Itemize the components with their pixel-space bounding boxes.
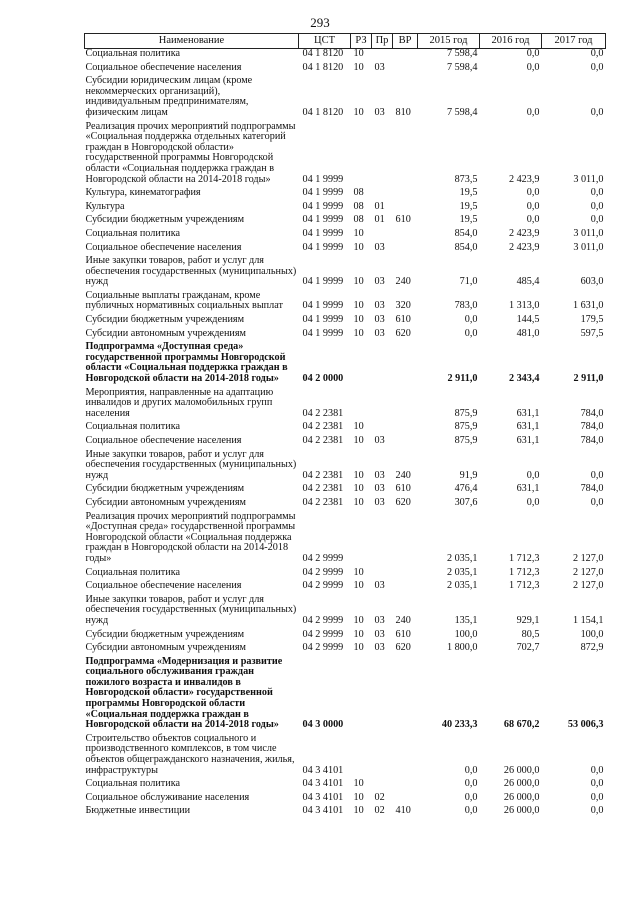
row-name: Социальная политика <box>85 48 181 59</box>
row-cst: 04 3 4101 <box>302 805 344 817</box>
table-row <box>85 388 606 423</box>
row-vr: 610 <box>395 314 411 326</box>
row-value-2016: 2 423,9 <box>508 227 540 239</box>
row-value-2015: 19,5 <box>459 214 478 226</box>
row-cst: 04 1 9999 <box>302 187 344 199</box>
table-row <box>85 122 606 189</box>
row-rz <box>351 388 372 423</box>
row-name: Бюджетные инвестиции <box>85 805 191 817</box>
row-value-2017: 0,0 <box>590 187 604 199</box>
row-value-2016: 702,7 <box>516 642 540 654</box>
row-vr <box>393 122 418 189</box>
row-cst: 04 1 9999 <box>302 327 344 339</box>
row-pr <box>372 779 393 793</box>
row-value-2017: 0,0 <box>590 764 604 776</box>
row-rz: 08 <box>353 187 364 199</box>
row-pr <box>372 229 393 243</box>
row-value-2016: 68 670,2 <box>503 719 540 731</box>
row-rz <box>351 657 372 734</box>
budget-table <box>84 33 606 820</box>
row-value-2017: 1 631,0 <box>572 300 604 312</box>
row-rz: 10 <box>353 778 364 790</box>
row-value-2015: 1 800,0 <box>446 642 478 654</box>
row-vr: 410 <box>395 805 411 817</box>
table-row <box>85 630 606 644</box>
row-value-2017: 0,0 <box>590 469 604 481</box>
row-vr: 810 <box>395 106 411 118</box>
row-pr <box>372 342 393 387</box>
row-value-2017: 784,0 <box>580 421 604 433</box>
row-vr: 240 <box>395 614 411 626</box>
row-value-2015: 91,9 <box>459 469 478 481</box>
row-cst: 04 2 9999 <box>302 552 344 564</box>
row-vr <box>393 202 418 216</box>
row-rz: 10 <box>353 227 364 239</box>
row-pr: 02 <box>374 791 385 803</box>
row-name: Социальное обеспечение населения <box>85 241 242 253</box>
row-cst: 04 2 2381 <box>302 483 344 495</box>
row-value-2015: 2 035,1 <box>446 566 478 578</box>
row-value-2015: 7 598,4 <box>446 61 478 73</box>
table-row <box>85 422 606 436</box>
row-rz: 10 <box>353 106 364 118</box>
row-pr <box>372 422 393 436</box>
table-row <box>85 568 606 582</box>
row-cst: 04 1 9999 <box>302 200 344 212</box>
row-value-2017: 872,9 <box>580 642 604 654</box>
row-pr: 03 <box>374 483 385 495</box>
row-vr: 240 <box>395 276 411 288</box>
row-value-2016: 2 423,9 <box>508 241 540 253</box>
row-cst: 04 2 2381 <box>302 421 344 433</box>
table-row <box>85 315 606 329</box>
row-value-2016: 631,1 <box>516 407 540 419</box>
row-value-2016: 26 000,0 <box>503 791 540 803</box>
row-name: Социальное обеспечение населения <box>85 61 242 73</box>
row-value-2015: 0,0 <box>464 805 478 817</box>
row-value-2015: 307,6 <box>454 496 478 508</box>
row-value-2016: 80,5 <box>521 628 540 640</box>
row-cst: 04 1 8120 <box>302 106 344 118</box>
row-value-2017: 1 154,1 <box>572 614 604 626</box>
row-vr <box>393 188 418 202</box>
row-cst: 04 1 9999 <box>302 314 344 326</box>
row-rz: 10 <box>353 61 364 73</box>
row-value-2016: 485,4 <box>516 276 540 288</box>
row-value-2015: 7 598,4 <box>446 106 478 118</box>
row-pr: 03 <box>374 642 385 654</box>
row-rz: 10 <box>353 300 364 312</box>
row-pr: 03 <box>374 276 385 288</box>
row-vr: 620 <box>395 642 411 654</box>
row-value-2017: 0,0 <box>590 200 604 212</box>
row-vr <box>393 793 418 807</box>
row-rz <box>351 512 372 568</box>
row-vr <box>393 63 418 77</box>
row-vr: 240 <box>395 469 411 481</box>
row-pr: 02 <box>374 805 385 817</box>
table-row <box>85 498 606 512</box>
row-value-2017: 0,0 <box>590 778 604 790</box>
row-name: Социальное обеспечение населения <box>85 435 242 446</box>
row-value-2016: 0,0 <box>526 61 540 73</box>
row-value-2017: 179,5 <box>580 314 604 326</box>
row-pr: 03 <box>374 241 385 253</box>
row-value-2017: 784,0 <box>580 483 604 495</box>
row-rz: 10 <box>353 314 364 326</box>
row-value-2016: 481,0 <box>516 327 540 339</box>
row-value-2017: 3 011,0 <box>573 241 604 253</box>
row-name: Иные закупки товаров, работ и услуг для обеспечения государственных (муниципальных) нужд <box>85 593 297 626</box>
row-value-2015: 19,5 <box>459 187 478 199</box>
row-value-2016: 1 712,3 <box>508 552 540 564</box>
row-pr: 03 <box>374 327 385 339</box>
row-value-2016: 1 712,3 <box>508 580 540 592</box>
row-rz <box>351 734 372 779</box>
row-value-2016: 26 000,0 <box>503 778 540 790</box>
row-value-2015: 854,0 <box>454 241 478 253</box>
row-rz: 10 <box>353 805 364 817</box>
row-rz: 10 <box>353 241 364 253</box>
row-pr <box>372 188 393 202</box>
row-name: Субсидии бюджетным учреждениям <box>85 483 245 495</box>
row-value-2015: 875,9 <box>454 407 478 419</box>
table-row <box>85 342 606 387</box>
row-name: Социальные выплаты гражданам, кроме публичных нормативных социальных выплат <box>85 289 283 312</box>
row-pr: 03 <box>374 314 385 326</box>
row-cst: 04 2 2381 <box>302 435 344 446</box>
row-value-2017: 2 127,0 <box>572 566 604 578</box>
row-value-2015: 0,0 <box>464 764 478 776</box>
row-value-2015: 7 598,4 <box>446 48 478 59</box>
row-value-2015: 873,5 <box>454 173 478 185</box>
row-name: Культура <box>85 200 125 212</box>
table-row <box>85 76 606 121</box>
row-value-2015: 135,1 <box>454 614 478 626</box>
row-pr: 03 <box>374 435 385 446</box>
row-cst: 04 2 2381 <box>302 496 344 508</box>
row-name: Социальная политика <box>85 227 181 239</box>
row-value-2016: 0,0 <box>526 187 540 199</box>
row-name: Социальная политика <box>85 778 181 790</box>
row-value-2015: 476,4 <box>454 483 478 495</box>
row-name: Социальная политика <box>85 566 181 578</box>
row-cst: 04 1 9999 <box>302 173 344 185</box>
row-value-2016: 0,0 <box>526 496 540 508</box>
row-cst: 04 2 9999 <box>302 628 344 640</box>
row-cst: 04 2 9999 <box>302 566 344 578</box>
row-cst: 04 3 0000 <box>302 719 344 731</box>
row-cst: 04 1 9999 <box>302 227 344 239</box>
row-vr <box>393 568 418 582</box>
row-value-2017: 603,0 <box>580 276 604 288</box>
row-vr: 610 <box>395 214 411 226</box>
row-value-2015: 2 911,0 <box>447 373 478 385</box>
row-name: Субсидии бюджетным учреждениям <box>85 314 245 326</box>
row-rz <box>351 122 372 189</box>
table-row <box>85 436 606 450</box>
table-row <box>85 49 606 63</box>
header-2015: 2015 год <box>418 34 480 49</box>
row-vr: 620 <box>395 327 411 339</box>
row-value-2015: 783,0 <box>454 300 478 312</box>
row-value-2015: 100,0 <box>454 628 478 640</box>
row-value-2015: 0,0 <box>464 327 478 339</box>
table-row <box>85 581 606 595</box>
row-vr: 620 <box>395 496 411 508</box>
row-value-2017: 0,0 <box>590 61 604 73</box>
row-rz: 10 <box>353 469 364 481</box>
row-rz: 10 <box>353 642 364 654</box>
row-value-2017: 2 127,0 <box>572 580 604 592</box>
row-value-2017: 3 011,0 <box>573 173 604 185</box>
row-cst: 04 2 0000 <box>302 373 344 385</box>
row-rz: 10 <box>353 421 364 433</box>
row-pr: 03 <box>374 496 385 508</box>
row-value-2017: 0,0 <box>590 106 604 118</box>
row-value-2016: 2 423,9 <box>508 173 540 185</box>
header-pr: Пр <box>372 34 393 49</box>
row-pr: 01 <box>374 200 385 212</box>
row-rz: 08 <box>353 200 364 212</box>
row-cst: 04 2 9999 <box>302 580 344 592</box>
row-vr <box>393 512 418 568</box>
row-rz: 10 <box>353 628 364 640</box>
table-row <box>85 512 606 568</box>
table-row <box>85 793 606 807</box>
row-cst: 04 2 2381 <box>302 469 344 481</box>
row-value-2017: 53 006,3 <box>567 719 604 731</box>
row-name: Социальное обеспечение населения <box>85 580 242 592</box>
row-vr <box>393 422 418 436</box>
row-value-2017: 784,0 <box>580 407 604 419</box>
row-value-2017: 0,0 <box>590 48 604 59</box>
table-row <box>85 329 606 343</box>
row-pr <box>372 568 393 582</box>
row-value-2015: 854,0 <box>454 227 478 239</box>
row-value-2015: 19,5 <box>459 200 478 212</box>
row-pr <box>372 512 393 568</box>
page-number: 293 <box>310 15 330 30</box>
row-pr <box>372 657 393 734</box>
header-2017: 2017 год <box>542 34 606 49</box>
row-rz <box>351 342 372 387</box>
row-vr: 610 <box>395 628 411 640</box>
header-vr: ВР <box>393 34 418 49</box>
row-cst: 04 2 9999 <box>302 642 344 654</box>
row-name: Реализация прочих мероприятий подпрограммы «Доступная среда» государственной программы Новгородской области «Социальная поддержка граждан в Новгородской области на 2014-2018 годы» <box>85 510 296 564</box>
header-name: Наименование <box>85 34 299 49</box>
row-vr <box>393 734 418 779</box>
row-value-2016: 0,0 <box>526 214 540 226</box>
row-name: Мероприятия, направленные на адаптацию инвалидов и других маломобильных групп населения <box>85 386 274 419</box>
table-row <box>85 229 606 243</box>
row-value-2017: 100,0 <box>580 628 604 640</box>
row-value-2017: 0,0 <box>590 496 604 508</box>
row-name: Социальное обслуживание населения <box>85 791 250 803</box>
row-value-2016: 1 313,0 <box>508 300 540 312</box>
row-rz: 10 <box>353 496 364 508</box>
row-name: Подпрограмма «Модернизация и развитие социального обслуживания граждан пожилого возраста и инвалидов в Новгородской области» государственной программы Новгородской области «Социальная поддержка граждан в Новгородской области на 2014-2018 годы» <box>85 655 283 731</box>
row-pr <box>372 122 393 189</box>
row-rz: 10 <box>353 566 364 578</box>
row-cst: 04 1 9999 <box>302 214 344 226</box>
header-2016: 2016 год <box>480 34 542 49</box>
table-row <box>85 202 606 216</box>
row-value-2017: 3 011,0 <box>573 227 604 239</box>
table-row <box>85 188 606 202</box>
row-cst: 04 3 4101 <box>302 764 344 776</box>
row-pr: 03 <box>374 106 385 118</box>
header-cst: ЦСТ <box>299 34 351 49</box>
row-value-2016: 929,1 <box>516 614 540 626</box>
row-vr <box>393 436 418 450</box>
row-rz: 10 <box>353 580 364 592</box>
row-pr <box>372 734 393 779</box>
table-row <box>85 806 606 820</box>
row-pr: 03 <box>374 628 385 640</box>
row-value-2015: 2 035,1 <box>446 580 478 592</box>
row-value-2016: 0,0 <box>526 48 540 59</box>
row-rz: 10 <box>353 327 364 339</box>
row-name: Субсидии автономным учреждениям <box>85 496 246 508</box>
row-value-2015: 0,0 <box>464 314 478 326</box>
row-name: Реализация прочих мероприятий подпрограммы «Социальная поддержка отдельных категорий граждан в Новгородской области» государственной программы Новгородской области «Социальная поддержка граждан в Новгородской области на 2014-2018 годы» <box>85 120 296 185</box>
row-value-2017: 2 127,0 <box>572 552 604 564</box>
row-pr <box>372 49 393 63</box>
row-value-2016: 1 712,3 <box>508 566 540 578</box>
row-pr: 03 <box>374 469 385 481</box>
row-value-2016: 0,0 <box>526 106 540 118</box>
row-rz: 10 <box>353 435 364 446</box>
table-row <box>85 450 606 485</box>
table-row <box>85 215 606 229</box>
row-rz: 10 <box>353 276 364 288</box>
row-pr: 03 <box>374 300 385 312</box>
header-rz: РЗ <box>351 34 372 49</box>
row-pr: 03 <box>374 580 385 592</box>
row-vr <box>393 243 418 257</box>
row-rz: 10 <box>353 791 364 803</box>
row-vr <box>393 342 418 387</box>
row-vr <box>393 388 418 423</box>
table-row <box>85 484 606 498</box>
table-row <box>85 256 606 291</box>
table-row <box>85 291 606 315</box>
row-value-2016: 0,0 <box>526 200 540 212</box>
row-value-2015: 875,9 <box>454 435 478 446</box>
row-cst: 04 2 2381 <box>302 407 344 419</box>
row-value-2017: 597,5 <box>580 327 604 339</box>
table-row <box>85 734 606 779</box>
row-name: Субсидии автономным учреждениям <box>85 327 246 339</box>
table-body <box>85 49 606 821</box>
row-cst: 04 3 4101 <box>302 778 344 790</box>
row-value-2016: 26 000,0 <box>503 764 540 776</box>
row-cst: 04 1 9999 <box>302 300 344 312</box>
table-row <box>85 63 606 77</box>
row-value-2016: 0,0 <box>526 469 540 481</box>
row-vr: 610 <box>395 483 411 495</box>
row-cst: 04 3 4101 <box>302 791 344 803</box>
row-value-2015: 40 233,3 <box>441 719 478 731</box>
row-rz: 08 <box>353 214 364 226</box>
row-cst: 04 1 9999 <box>302 276 344 288</box>
row-name: Культура, кинематография <box>85 187 201 199</box>
row-name: Иные закупки товаров, работ и услуг для обеспечения государственных (муниципальных) нужд <box>85 448 297 481</box>
row-name: Субсидии бюджетным учреждениям <box>85 628 245 640</box>
row-vr <box>393 779 418 793</box>
row-value-2017: 784,0 <box>580 435 604 446</box>
table-row <box>85 643 606 657</box>
row-name: Субсидии юридическим лицам (кроме некоммерческих организаций), индивидуальным предпринимателям, физическим лицам <box>85 75 253 118</box>
row-value-2017: 2 911,0 <box>573 373 604 385</box>
row-name: Иные закупки товаров, работ и услуг для обеспечения государственных (муниципальных) нужд <box>85 255 297 288</box>
row-name: Строительство объектов социального и производственного комплексов, в том числе объектов общегражданского назначения, жилья, инфраструктуры <box>85 732 295 776</box>
row-value-2016: 631,1 <box>516 435 540 446</box>
row-value-2017: 0,0 <box>590 791 604 803</box>
row-pr: 03 <box>374 61 385 73</box>
row-value-2015: 0,0 <box>464 791 478 803</box>
row-cst: 04 1 8120 <box>302 48 344 59</box>
table-row <box>85 243 606 257</box>
row-name: Субсидии автономным учреждениям <box>85 642 246 654</box>
row-value-2015: 0,0 <box>464 778 478 790</box>
row-value-2016: 631,1 <box>516 421 540 433</box>
row-pr <box>372 388 393 423</box>
row-value-2017: 0,0 <box>590 214 604 226</box>
row-vr <box>393 229 418 243</box>
table-row <box>85 595 606 630</box>
row-name: Подпрограмма «Доступная среда» государственной программы Новгородской области «Социальная поддержка граждан в Новгородской области на 2014-2018 годы» <box>85 341 288 385</box>
row-name: Социальная политика <box>85 421 181 433</box>
row-cst: 04 1 9999 <box>302 241 344 253</box>
row-pr: 03 <box>374 614 385 626</box>
row-value-2017: 0,0 <box>590 805 604 817</box>
table-row <box>85 779 606 793</box>
row-vr <box>393 49 418 63</box>
row-vr: 320 <box>395 300 411 312</box>
row-vr <box>393 581 418 595</box>
row-cst: 04 2 9999 <box>302 614 344 626</box>
row-cst: 04 1 8120 <box>302 61 344 73</box>
row-name: Субсидии бюджетным учреждениям <box>85 214 245 226</box>
row-rz: 10 <box>353 614 364 626</box>
row-vr <box>393 657 418 734</box>
row-rz: 10 <box>353 48 364 59</box>
row-value-2015: 2 035,1 <box>446 552 478 564</box>
row-value-2015: 875,9 <box>454 421 478 433</box>
row-value-2016: 2 343,4 <box>508 373 540 385</box>
row-value-2016: 26 000,0 <box>503 805 540 817</box>
table-row <box>85 657 606 734</box>
table-header-row <box>85 34 606 49</box>
row-value-2016: 631,1 <box>516 483 540 495</box>
row-pr: 01 <box>374 214 385 226</box>
row-value-2015: 71,0 <box>459 276 478 288</box>
row-value-2016: 144,5 <box>516 314 540 326</box>
row-rz: 10 <box>353 483 364 495</box>
